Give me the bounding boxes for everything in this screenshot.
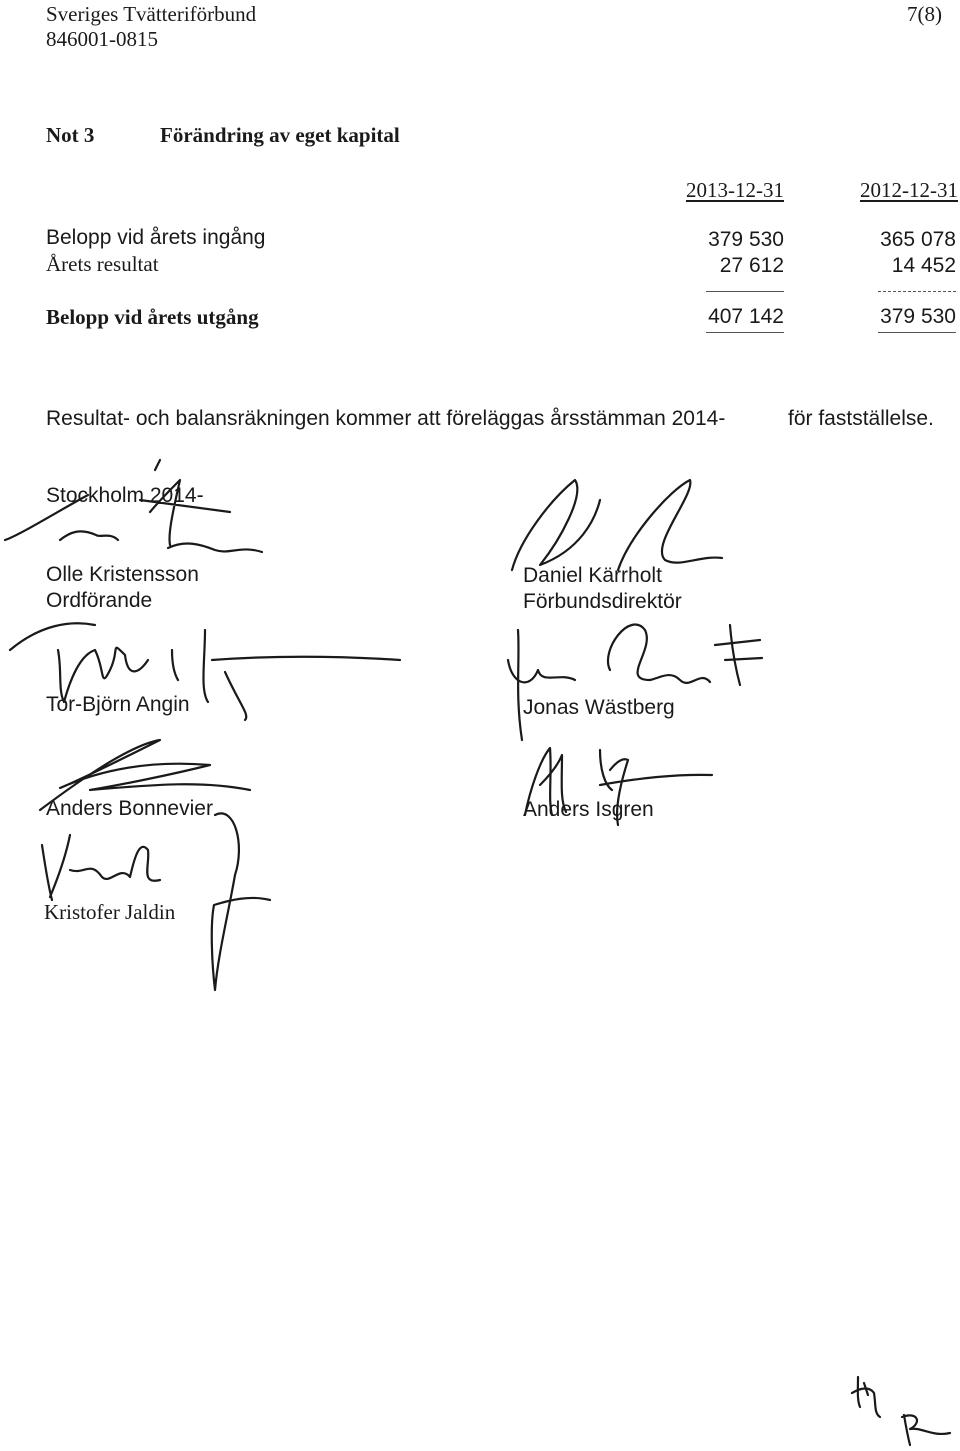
- signatory-role-chair: Ordförande: [46, 589, 153, 612]
- cell-closing-2013: 407 142: [708, 305, 784, 328]
- total-rule-2012: [878, 332, 956, 333]
- cell-closing-2012: 379 530: [880, 305, 956, 328]
- signature-kristofer-jaldin: [30, 805, 290, 1000]
- total-rule-2013: [706, 332, 784, 333]
- signatory-name-daniel-karrholt: Daniel Kärrholt: [523, 564, 662, 587]
- signature-olle-kristensson: [0, 440, 300, 590]
- cell-result-2012: 14 452: [891, 254, 956, 277]
- signatory-name-anders-bonnevier: Anders Bonnevier: [46, 797, 213, 820]
- signature-jonas-wastberg: [500, 600, 780, 740]
- row-label-year-result: Årets resultat: [46, 252, 159, 276]
- signature-tor-bjorn-angin: [0, 610, 420, 720]
- place-date: Stockholm 2014-: [46, 484, 204, 507]
- note-number: Not 3: [46, 123, 95, 147]
- sum-rule-2012: [878, 291, 956, 292]
- initials-marks: [840, 1365, 960, 1450]
- signatory-name-kristofer-jaldin: Kristofer Jaldin: [44, 900, 176, 924]
- signatory-name-anders-isgren: Anders Isgren: [523, 798, 654, 821]
- adoption-statement-suffix: för fastställelse.: [788, 407, 934, 430]
- note-title: Förändring av eget kapital: [160, 123, 400, 147]
- cell-opening-2013: 379 530: [708, 228, 784, 251]
- page-number: 7(8): [907, 2, 942, 26]
- signature-anders-isgren: [500, 730, 740, 830]
- row-label-closing-balance: Belopp vid årets utgång: [46, 305, 259, 329]
- adoption-statement: Resultat- och balansräkningen kommer att föreläggas årsstämman 2014-: [46, 407, 726, 430]
- organization-name: Sveriges Tvätteriförbund: [46, 2, 257, 26]
- cell-opening-2012: 365 078: [880, 228, 956, 251]
- signatory-name-jonas-wastberg: Jonas Wästberg: [523, 696, 675, 719]
- sum-rule-2013: [706, 291, 784, 292]
- organization-number: 846001-0815: [46, 27, 158, 51]
- row-label-opening-balance: Belopp vid årets ingång: [46, 226, 266, 249]
- signatory-name-tor-bjorn-angin: Tor-Björn Angin: [46, 693, 190, 716]
- signature-daniel-karrholt: [500, 460, 740, 610]
- column-header-2013: 2013-12-31: [686, 178, 784, 202]
- cell-result-2013: 27 612: [719, 254, 784, 277]
- signatory-role-director: Förbundsdirektör: [523, 590, 682, 613]
- column-header-2012: 2012-12-31: [860, 178, 958, 202]
- signatory-name-olle-kristensson: Olle Kristensson: [46, 563, 199, 586]
